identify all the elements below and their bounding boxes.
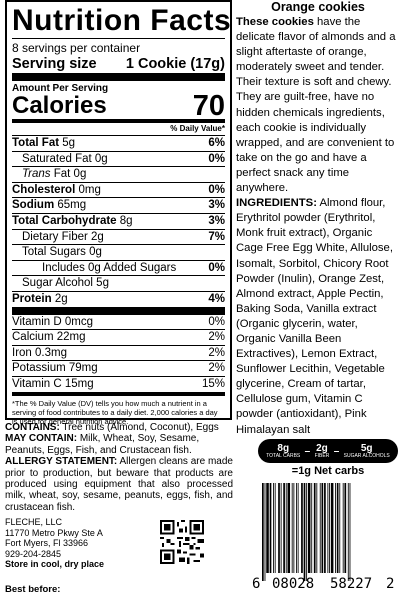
nutrient-amount: 2g xyxy=(91,230,104,243)
nutrient-row xyxy=(12,275,225,291)
fiber-label: FIBER xyxy=(314,453,330,459)
barcode-bar xyxy=(296,483,297,573)
serving-size-value: 1 Cookie (17g) xyxy=(125,56,225,72)
barcode-bar xyxy=(314,483,316,573)
barcode-bar xyxy=(348,483,349,581)
nutrient-amount: 0mg xyxy=(78,183,101,196)
barcode-group-1: 08028 xyxy=(272,576,315,592)
nutrient-label: Includes 0g Added Sugars xyxy=(42,261,177,274)
fiber-value: 2g xyxy=(316,443,328,454)
barcode-bar xyxy=(288,483,291,573)
daily-value-header: % Daily Value* xyxy=(170,124,225,133)
storage-note: Store in cool, dry place xyxy=(5,559,105,570)
barcode-bar xyxy=(292,483,293,573)
minus-sign: – xyxy=(304,445,311,457)
nutrient-label: Total Carbohydrate xyxy=(12,214,117,227)
nutrient-daily-value: 6% xyxy=(208,137,225,149)
may-contain xyxy=(5,433,233,456)
barcode-bar xyxy=(278,483,280,573)
barcode-bar xyxy=(283,483,285,573)
nutrient-label: Trans xyxy=(22,168,51,181)
barcode-bar xyxy=(304,483,306,581)
barcode-bar xyxy=(306,483,307,581)
nutrient-daily-value: 2% xyxy=(208,346,225,359)
nutrient-label: Total Fat xyxy=(12,137,60,149)
nutrient-label: Saturated Fat xyxy=(22,152,92,165)
sugar-alcohols-value: 5g xyxy=(360,443,373,454)
nutrient-row xyxy=(12,291,225,307)
nutrient-label: Vitamin C xyxy=(12,377,62,390)
nutrient-amount: 79mg xyxy=(68,362,98,375)
calories-row xyxy=(12,90,225,122)
nutrient-amount: 0mcg xyxy=(64,315,93,328)
serving-size-label: Serving size xyxy=(12,56,97,72)
barcode-bar xyxy=(266,483,269,573)
nutrient-amount: 0g xyxy=(89,246,102,259)
contains xyxy=(5,422,233,433)
nutrient-daily-value: 4% xyxy=(208,292,225,305)
nutrient-amount: 2g xyxy=(54,292,68,305)
ingredients-label: INGREDIENTS: xyxy=(236,197,317,210)
barcode-bar xyxy=(262,483,264,581)
barcode-bar xyxy=(337,483,339,573)
barcode-bar xyxy=(273,483,274,573)
nutrient-daily-value: 3% xyxy=(208,199,225,212)
company-name: FLECHE, LLC xyxy=(5,517,63,528)
dv-footnote: *The % Daily Value (DV) tells you how much a nutrient in a serving of food contributes to a daily diet. 2,000 calories a day is used for general nutrition advice. xyxy=(12,398,218,426)
amount-per-serving: Amount Per Serving xyxy=(12,83,109,94)
product-description xyxy=(236,0,400,438)
nutrient-daily-value: 2% xyxy=(208,331,225,344)
nutrient-row xyxy=(12,166,225,182)
barcode-bar xyxy=(293,483,294,573)
nutrient-row xyxy=(12,376,225,392)
nutrient-label: Dietary Fiber xyxy=(22,230,88,243)
barcode-bar xyxy=(339,483,340,573)
nutrient-row xyxy=(12,151,225,167)
calories-label: Calories xyxy=(12,92,107,119)
barcode-icon xyxy=(252,483,392,583)
qr-code-icon xyxy=(160,520,204,564)
barcode-group-2: 58227 xyxy=(330,576,373,592)
nutrient-row xyxy=(12,182,225,198)
nutrient-daily-value: 0% xyxy=(208,261,225,274)
nutrient-row xyxy=(12,213,225,229)
nutrient-row xyxy=(12,307,225,330)
nutrient-amount: 5g xyxy=(96,277,109,290)
may-contain-text: Milk, Wheat, Soy, Sesame, Peanuts, Eggs, Fish, and Crustacean fish. xyxy=(5,433,200,456)
barcode-last-digit: 2 xyxy=(386,576,395,592)
allergy-statement-label: ALLERGY STATEMENT: xyxy=(5,456,118,468)
barcode-bar xyxy=(301,483,303,573)
nutrient-label: Sugar Alcohol xyxy=(22,277,93,290)
nutrient-daily-value: 0% xyxy=(208,315,225,328)
barcode-bar xyxy=(322,483,324,573)
nutrient-row xyxy=(12,360,225,376)
description-lead: These cookies xyxy=(236,16,314,28)
nutrient-label: Total Sugars xyxy=(22,246,86,259)
barcode-bar xyxy=(265,483,266,581)
barcode-bar xyxy=(329,483,330,573)
nutrition-title: Nutrition Facts xyxy=(12,4,232,37)
company-city: Fort Myers, Fl 33966 xyxy=(5,538,89,549)
barcode-bar xyxy=(335,483,336,573)
barcode-bar xyxy=(343,483,344,573)
description-body: have the delicate flavor of almonds and a slight aftertaste of orange, moderately sweet and tender. Their texture is soft and chewy. They are guilt-free, have no hidden chemicals ingredients, each cookie is individually wrapped, and are convenient to take on the go and have a perfect snack any time anywhere. xyxy=(236,16,396,195)
nutrient-row xyxy=(12,197,225,213)
nutrient-amount: Fat 0g xyxy=(53,168,87,181)
servings-per-container: 8 servings per container xyxy=(12,41,141,55)
product-title: Orange cookies xyxy=(271,0,365,14)
carbs-pill xyxy=(258,439,398,463)
allergy-statement-text: Allergen cleans are made prior to production, but beware that products are produced using equipment that also processed milk, wheat, soy, sesame, peanuts, eggs, fish, and crustacean fish. xyxy=(5,456,233,513)
calories-value: 70 xyxy=(192,90,225,122)
nutrient-rows xyxy=(12,135,225,392)
nutrient-daily-value: 3% xyxy=(208,214,225,227)
nutrient-row xyxy=(12,135,225,151)
nutrient-row xyxy=(12,229,225,245)
nutrient-amount: 0.3mg xyxy=(35,346,67,359)
company-phone: 929-204-2845 xyxy=(5,548,62,559)
serving-size xyxy=(12,55,225,73)
sugar-alcohols-label: SUGAR ALCOHOLS xyxy=(343,453,390,459)
nutrient-label: Cholesterol xyxy=(12,183,76,196)
minus-sign: – xyxy=(333,445,340,457)
nutrient-amount: 0g xyxy=(94,152,108,165)
nutrient-row xyxy=(12,260,225,276)
nutrient-amount: 65mg xyxy=(57,199,87,212)
barcode-bar xyxy=(311,483,312,573)
barcode-bar xyxy=(320,483,321,573)
best-before: Best before: xyxy=(5,584,61,595)
nutrient-row xyxy=(12,329,225,345)
contains-text: Tree nuts (Almond, Coconut), Eggs xyxy=(59,422,219,433)
barcode-bar xyxy=(298,483,299,573)
allergy-statement xyxy=(5,456,233,513)
barcode-bar xyxy=(286,483,287,573)
nutrient-amount: 22mg xyxy=(56,331,86,344)
nutrient-daily-value: 2% xyxy=(208,362,225,375)
nutrient-label: Protein xyxy=(12,292,52,305)
ingredients-list: Almond flour, Erythritol powder (Erythritol, Monk fruit extract), Organic Cage Free Egg White, Allulose, Isomalt, Sorbitol, Chicory Root Powder (Inulin), Orange Zest, Almond extract, Apple Pectin, Baking Soda, Vanilla extract (Organic glycerin, water, Organic Vanilla Been Extractives), Lemon Extract, Sunflower Lecithin, Vegetable glycerine, Cream of tartar, Cellulose gum, Vitamin C powder (antioxidant), Pink Himalayan salt xyxy=(236,197,393,436)
total-carbs-value: 8g xyxy=(277,443,290,454)
nutrient-label: Iron xyxy=(12,346,32,359)
barcode-bar xyxy=(331,483,334,573)
net-carbs: =1g Net carbs xyxy=(291,465,365,477)
barcode-bar xyxy=(270,483,272,573)
nutrient-amount: 8g xyxy=(119,214,133,227)
ingredients xyxy=(236,196,400,438)
barcode-bar xyxy=(308,483,311,573)
description-text xyxy=(236,15,400,196)
barcode-bar xyxy=(350,483,351,581)
may-contain-label: MAY CONTAIN: xyxy=(5,433,78,445)
nutrient-label: Sodium xyxy=(12,199,55,212)
company-street: 11770 Metro Pkwy Ste A xyxy=(5,527,103,538)
nutrient-amount: 15mg xyxy=(64,377,94,390)
barcode-bar xyxy=(275,483,276,573)
barcode-bar xyxy=(324,483,326,573)
contains-label: CONTAINS: xyxy=(5,422,60,433)
nutrient-daily-value: 15% xyxy=(201,377,225,390)
barcode-bar xyxy=(316,483,317,573)
barcode-first-digit: 6 xyxy=(252,576,261,592)
nutrient-label: Potassium xyxy=(12,362,66,375)
nutrient-daily-value: 7% xyxy=(208,230,225,243)
nutrient-daily-value: 0% xyxy=(208,183,225,196)
barcode-bar xyxy=(344,483,346,573)
barcode-bar xyxy=(281,483,282,573)
nutrient-label: Calcium xyxy=(12,331,54,344)
nutrient-label: Vitamin D xyxy=(12,315,62,328)
nutrient-row xyxy=(12,345,225,361)
nutrient-amount: 5g xyxy=(62,137,76,149)
nutrition-facts-panel xyxy=(5,0,232,426)
nutrient-daily-value: 0% xyxy=(208,152,225,165)
nutrient-row xyxy=(12,244,225,260)
barcode-bar xyxy=(327,483,328,573)
carbs-badge xyxy=(258,439,398,477)
total-carbs-label: TOTAL CARBS xyxy=(266,453,301,459)
